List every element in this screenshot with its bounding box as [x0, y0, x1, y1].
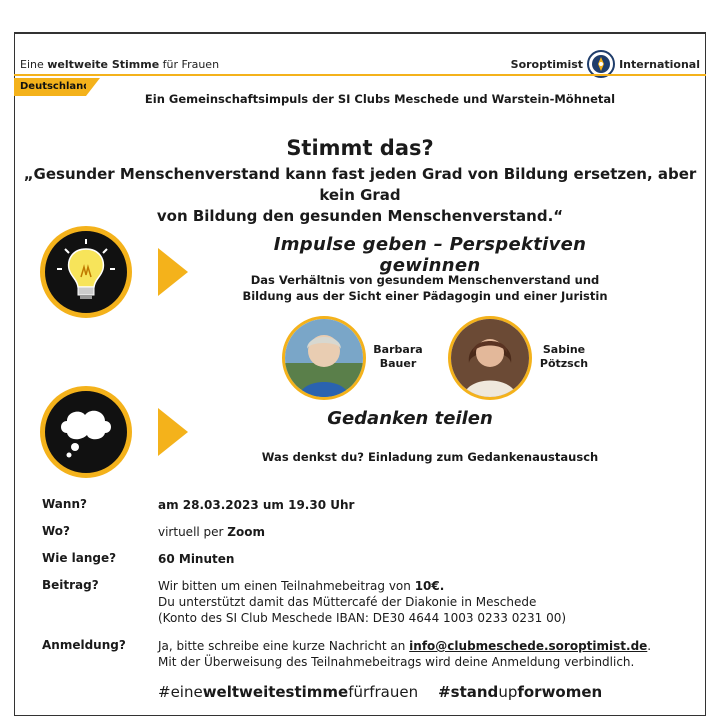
- speaker-last-name: Bauer: [379, 357, 417, 370]
- hashtag-stimme: #eineweltweitestimmefürfrauen: [158, 683, 419, 701]
- brand-bar: [14, 74, 706, 76]
- thought-cloud-icon: [45, 391, 127, 473]
- speaker-name-barbara: [368, 343, 428, 371]
- speaker-first-name: Barbara: [373, 343, 423, 356]
- headline: Stimmt das?: [286, 136, 434, 160]
- fee-line-1: Wir bitten um einen Teilnahmebeitrag von 10€.: [158, 579, 445, 593]
- portrait-sabine-icon: [451, 319, 529, 397]
- intro-text: Ein Gemeinschaftsimpuls der SI Clubs Meschede und Warstein-Möhnetal: [144, 92, 616, 106]
- section1-title: Impulse geben – Perspektiven gewinnen: [273, 234, 587, 276]
- speaker-name-sabine: [534, 343, 594, 371]
- tagline: Eine weltweite Stimme für Frauen: [20, 58, 220, 71]
- quote-line-2: von Bildung den gesunden Menschenverstand.“: [156, 207, 564, 225]
- fee-value: [158, 578, 566, 626]
- speaker-last-name: Pötzsch: [539, 357, 589, 370]
- thought-cloud-circle: [40, 386, 132, 478]
- hashtags: [158, 683, 602, 701]
- registration-label: Anmeldung?: [42, 638, 126, 652]
- quote-line-1: „Gesunder Menschenverstand kann fast jeden Grad von Bildung ersetzen, aber kein Grad: [23, 165, 697, 204]
- where-value: virtuell per Zoom: [158, 525, 265, 539]
- avatar-sabine: [448, 316, 532, 400]
- where-label: Wo?: [42, 524, 71, 538]
- section1-text-line-2: Bildung aus der Sicht einer Pädagogin und einer Juristin: [242, 289, 608, 303]
- section2-title: Gedanken teilen: [327, 408, 493, 429]
- brand-right-text: International: [619, 57, 700, 71]
- avatar-barbara: [282, 316, 366, 400]
- duration-value: 60 Minuten: [158, 552, 235, 566]
- section1-text: [220, 272, 630, 304]
- when-label: Wann?: [42, 497, 87, 511]
- brand-left-text: Soroptimist: [510, 57, 584, 71]
- portrait-barbara-icon: [285, 319, 363, 397]
- arrow-right-icon: [158, 408, 188, 456]
- country-tab: Deutschland: [14, 78, 86, 96]
- registration-value: [158, 638, 651, 670]
- arrow-right-icon: [158, 248, 188, 296]
- lightbulb-icon: [45, 231, 127, 313]
- when-value: am 28.03.2023 um 19.30 Uhr: [158, 498, 355, 512]
- speaker-first-name: Sabine: [542, 343, 586, 356]
- email-link[interactable]: info@clubmeschede.soroptimist.de: [409, 639, 648, 653]
- registration-line-1: Ja, bitte schreibe eine kurze Nachricht an info@clubmeschede.soroptimist.de.: [158, 639, 652, 653]
- lightbulb-circle: [40, 226, 132, 318]
- fee-line-3: (Konto des SI Club Meschede IBAN: DE30 4644 1003 0233 0231 00): [158, 611, 567, 625]
- fee-label: Beitrag?: [42, 578, 99, 592]
- section1-text-line-1: Das Verhältnis von gesundem Menschenverstand und: [250, 273, 600, 287]
- hashtag-standup: #standupforwomen: [438, 683, 603, 701]
- fee-line-2: Du unterstützt damit das Müttercafé der Diakonie in Meschede: [158, 595, 537, 609]
- duration-label: Wie lange?: [42, 551, 117, 565]
- section2-text: Was denkst du? Einladung zum Gedankenaustausch: [261, 450, 599, 464]
- quote: [20, 164, 700, 227]
- registration-line-2: Mit der Überweisung des Teilnahmebeitrags wird deine Anmeldung verbindlich.: [158, 655, 635, 669]
